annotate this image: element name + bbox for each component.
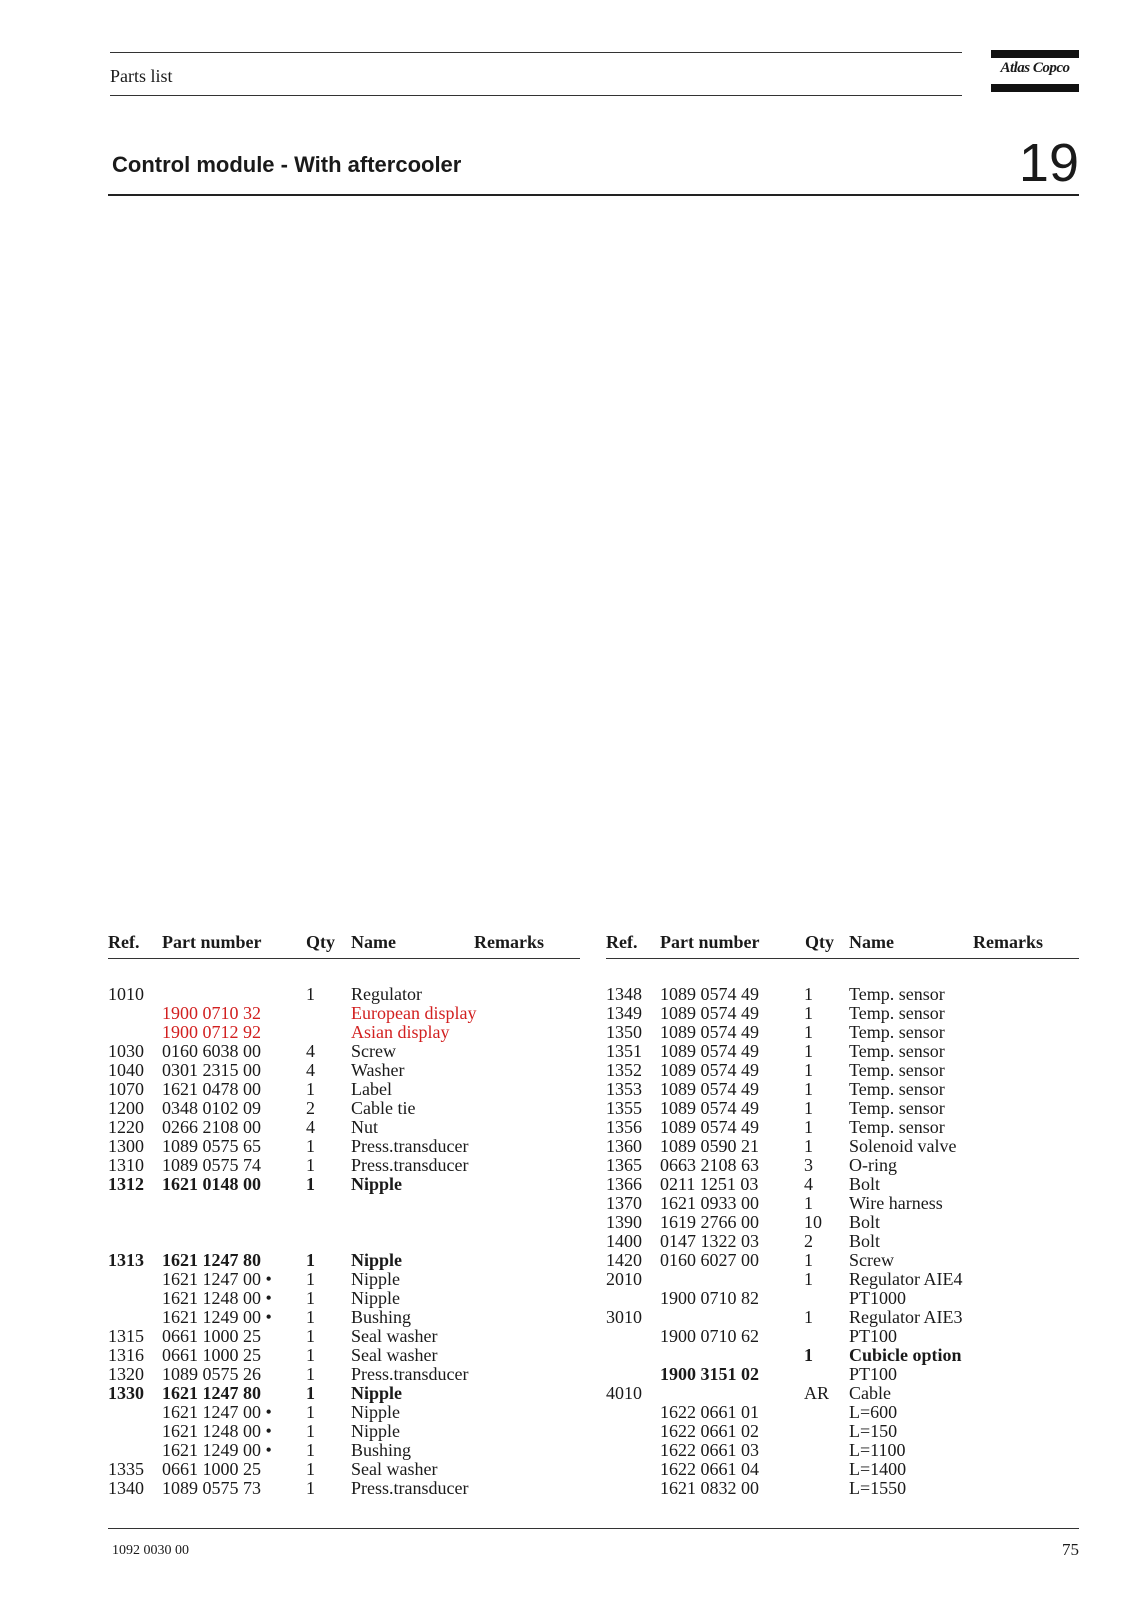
name-cell: European display <box>351 1003 477 1023</box>
table-row <box>108 1080 580 1099</box>
name-cell: Regulator <box>351 984 422 1004</box>
name-cell: PT100 <box>849 1364 898 1384</box>
part-number-cell: 1900 3151 02 <box>660 1364 759 1384</box>
table-row <box>108 1346 580 1365</box>
qty-cell: 1 <box>306 1174 315 1194</box>
qty-cell: 1 <box>804 984 813 1004</box>
qty-cell: 2 <box>306 1098 315 1118</box>
name-cell: Regulator AIE4 <box>849 1269 963 1289</box>
name-cell: L=1100 <box>849 1440 906 1460</box>
table-row <box>108 1232 580 1251</box>
table-row <box>606 985 1079 1004</box>
part-number-cell: 1089 0574 49 <box>660 1060 759 1080</box>
table-row <box>108 1194 580 1213</box>
table-row <box>606 1213 1079 1232</box>
part-number-cell: 1089 0574 49 <box>660 1041 759 1061</box>
qty-cell: 1 <box>804 1022 813 1042</box>
table-row <box>108 1460 580 1479</box>
table-row <box>606 1099 1079 1118</box>
ref-cell: 2010 <box>606 1269 642 1289</box>
name-cell: L=600 <box>849 1402 898 1422</box>
name-cell: Nipple <box>351 1421 400 1441</box>
ref-cell: 3010 <box>606 1307 642 1327</box>
table-header-rule <box>606 958 1079 959</box>
ref-cell: 1348 <box>606 984 642 1004</box>
ref-cell: 1310 <box>108 1155 144 1175</box>
ref-cell: 1315 <box>108 1326 144 1346</box>
part-number-cell: 1089 0575 74 <box>162 1155 261 1175</box>
header-label: Parts list <box>110 66 173 86</box>
name-cell: PT100 <box>849 1326 898 1346</box>
qty-cell: 1 <box>804 1003 813 1023</box>
ref-cell: 1320 <box>108 1364 144 1384</box>
ref-cell: 4010 <box>606 1383 642 1403</box>
qty-cell: 1 <box>306 1307 315 1327</box>
part-number-cell: 1089 0574 49 <box>660 1117 759 1137</box>
ref-cell: 1420 <box>606 1250 642 1270</box>
table-row <box>108 1061 580 1080</box>
name-cell: Cable tie <box>351 1098 416 1118</box>
part-number-cell: 1622 0661 01 <box>660 1402 759 1422</box>
name-cell: Press.transducer <box>351 1364 469 1384</box>
qty-cell: 1 <box>306 1478 315 1498</box>
part-number-cell: 1089 0574 49 <box>660 1022 759 1042</box>
table-row <box>606 1004 1079 1023</box>
part-number-cell: 1900 0712 92 <box>162 1022 261 1042</box>
qty-cell: 1 <box>804 1269 813 1289</box>
table-row <box>606 1232 1079 1251</box>
name-cell: Asian display <box>351 1022 450 1042</box>
table-row <box>606 1023 1079 1042</box>
table-row <box>108 1384 580 1403</box>
name-cell: Press.transducer <box>351 1478 469 1498</box>
table-row <box>606 1137 1079 1156</box>
name-cell: Temp. sensor <box>849 1098 945 1118</box>
qty-cell: 4 <box>306 1117 315 1137</box>
table-row <box>606 1080 1079 1099</box>
qty-cell: 1 <box>306 1383 315 1403</box>
qty-cell: 1 <box>804 1060 813 1080</box>
chapter-number: 19 <box>1018 133 1079 193</box>
ref-cell: 1366 <box>606 1174 642 1194</box>
name-cell: Nipple <box>351 1250 403 1270</box>
table-row <box>606 1270 1079 1289</box>
table-row <box>108 1308 580 1327</box>
part-number-cell: 0348 0102 09 <box>162 1098 261 1118</box>
part-number-cell: 1619 2766 00 <box>660 1212 759 1232</box>
name-cell: Solenoid valve <box>849 1136 957 1156</box>
name-cell: PT1000 <box>849 1288 907 1308</box>
qty-cell: 1 <box>804 1117 813 1137</box>
table-row <box>108 1327 580 1346</box>
name-cell: Temp. sensor <box>849 1022 945 1042</box>
name-cell: Temp. sensor <box>849 1117 945 1137</box>
table-row <box>108 1099 580 1118</box>
col-header-qty: Qty <box>805 932 834 952</box>
name-cell: Temp. sensor <box>849 1079 945 1099</box>
col-header-part-number: Part number <box>660 932 760 952</box>
part-number-cell: 0661 1000 25 <box>162 1459 261 1479</box>
qty-cell: 1 <box>804 1345 813 1365</box>
part-number-cell: 1089 0575 26 <box>162 1364 261 1384</box>
part-number-cell: 1089 0574 49 <box>660 1003 759 1023</box>
name-cell: L=1550 <box>849 1478 907 1498</box>
name-cell: Temp. sensor <box>849 1060 945 1080</box>
table-row <box>606 1479 1079 1498</box>
part-number-cell: 1621 1247 00 • <box>162 1269 272 1289</box>
ref-cell: 1352 <box>606 1060 642 1080</box>
qty-cell: 1 <box>306 1459 315 1479</box>
part-number-cell: 1089 0574 49 <box>660 1079 759 1099</box>
table-row <box>108 1365 580 1384</box>
qty-cell: 1 <box>804 1136 813 1156</box>
part-number-cell: 1621 0478 00 <box>162 1079 261 1099</box>
qty-cell: 1 <box>804 1250 813 1270</box>
name-cell: Label <box>351 1079 392 1099</box>
name-cell: Temp. sensor <box>849 1041 945 1061</box>
table-row <box>108 1118 580 1137</box>
name-cell: Nipple <box>351 1402 400 1422</box>
qty-cell: 1 <box>306 1079 315 1099</box>
name-cell: Bolt <box>849 1212 881 1232</box>
name-cell: Washer <box>351 1060 405 1080</box>
part-number-cell: 1621 1247 00 • <box>162 1402 272 1422</box>
table-row <box>606 1061 1079 1080</box>
part-number-cell: 1089 0575 73 <box>162 1478 261 1498</box>
table-row <box>108 1042 580 1061</box>
ref-cell: 1220 <box>108 1117 144 1137</box>
name-cell: Screw <box>351 1041 396 1061</box>
part-number-cell: 0266 2108 00 <box>162 1117 261 1137</box>
name-cell: Nipple <box>351 1174 403 1194</box>
qty-cell: 1 <box>306 1250 315 1270</box>
col-header-name: Name <box>849 932 894 952</box>
part-number-cell: 0160 6038 00 <box>162 1041 261 1061</box>
part-number-cell: 0147 1322 03 <box>660 1231 759 1251</box>
part-number-cell: 1621 1247 80 <box>162 1250 261 1270</box>
ref-cell: 1370 <box>606 1193 642 1213</box>
part-number-cell: 1622 0661 04 <box>660 1459 759 1479</box>
table-row <box>606 1403 1079 1422</box>
name-cell: Temp. sensor <box>849 984 945 1004</box>
table-row <box>606 1251 1079 1270</box>
part-number-cell: 0661 1000 25 <box>162 1326 261 1346</box>
table-row <box>606 1175 1079 1194</box>
qty-cell: 1 <box>306 1345 315 1365</box>
name-cell: Bolt <box>849 1231 881 1251</box>
col-header-qty: Qty <box>306 932 335 952</box>
name-cell: Bushing <box>351 1307 412 1327</box>
ref-cell: 1300 <box>108 1136 144 1156</box>
name-cell: Press.transducer <box>351 1155 469 1175</box>
qty-cell: 1 <box>306 1136 315 1156</box>
name-cell: Nut <box>351 1117 378 1137</box>
ref-cell: 1312 <box>108 1174 144 1194</box>
ref-cell: 1355 <box>606 1098 642 1118</box>
qty-cell: 10 <box>804 1212 822 1232</box>
part-number-cell: 1621 1249 00 • <box>162 1307 272 1327</box>
ref-cell: 1400 <box>606 1231 642 1251</box>
ref-cell: 1351 <box>606 1041 642 1061</box>
table-row <box>606 1194 1079 1213</box>
qty-cell: 1 <box>804 1307 813 1327</box>
part-number-cell: 1089 0590 21 <box>660 1136 759 1156</box>
table-row <box>606 1441 1079 1460</box>
table-row <box>606 1156 1079 1175</box>
table-row <box>108 1156 580 1175</box>
ref-cell: 1356 <box>606 1117 642 1137</box>
name-cell: Press.transducer <box>351 1136 469 1156</box>
qty-cell: 1 <box>306 1288 315 1308</box>
name-cell: Bolt <box>849 1174 881 1194</box>
table-row <box>108 1175 580 1194</box>
col-header-part-number: Part number <box>162 932 262 952</box>
part-number-cell: 1089 0575 65 <box>162 1136 261 1156</box>
name-cell: Seal washer <box>351 1345 438 1365</box>
ref-cell: 1313 <box>108 1250 144 1270</box>
name-cell: Seal washer <box>351 1459 438 1479</box>
name-cell: Temp. sensor <box>849 1003 945 1023</box>
part-number-cell: 0663 2108 63 <box>660 1155 759 1175</box>
part-number-cell: 1900 0710 62 <box>660 1326 759 1346</box>
qty-cell: 1 <box>804 1193 813 1213</box>
part-number-cell: 1621 1247 80 <box>162 1383 261 1403</box>
table-row <box>606 1308 1079 1327</box>
atlas-copco-logo <box>991 50 1079 92</box>
footer-rule <box>108 1528 1079 1529</box>
name-cell: Nipple <box>351 1269 400 1289</box>
header-rule-bottom <box>110 95 962 96</box>
table-row <box>606 1289 1079 1308</box>
part-number-cell: 0661 1000 25 <box>162 1345 261 1365</box>
page-number: 75 <box>1062 1540 1079 1559</box>
qty-cell: 4 <box>306 1060 315 1080</box>
table-row <box>606 1422 1079 1441</box>
table-row <box>108 1441 580 1460</box>
ref-cell: 1010 <box>108 984 144 1004</box>
col-header-ref: Ref. <box>108 932 140 952</box>
qty-cell: 1 <box>306 1155 315 1175</box>
part-number-cell: 1621 1248 00 • <box>162 1288 272 1308</box>
header-rule-top <box>110 52 962 53</box>
col-header-remarks: Remarks <box>973 932 1043 952</box>
ref-cell: 1030 <box>108 1041 144 1061</box>
part-number-cell: 1900 0710 32 <box>162 1003 261 1023</box>
table-row <box>108 1403 580 1422</box>
ref-cell: 1316 <box>108 1345 144 1365</box>
part-number-cell: 1621 1248 00 • <box>162 1421 272 1441</box>
name-cell: L=150 <box>849 1421 898 1441</box>
name-cell: Nipple <box>351 1383 403 1403</box>
name-cell: Cable <box>849 1383 891 1403</box>
part-number-cell: 1900 0710 82 <box>660 1288 759 1308</box>
qty-cell: 1 <box>306 1402 315 1422</box>
name-cell: Nipple <box>351 1288 400 1308</box>
table-row <box>606 1042 1079 1061</box>
ref-cell: 1349 <box>606 1003 642 1023</box>
brand-name: Atlas Copco <box>1000 60 1070 76</box>
qty-cell: 1 <box>804 1098 813 1118</box>
qty-cell: 1 <box>804 1041 813 1061</box>
name-cell: Screw <box>849 1250 894 1270</box>
parts-table-left <box>108 932 580 1502</box>
table-row <box>606 1384 1079 1403</box>
qty-cell: 1 <box>306 1269 315 1289</box>
name-cell: Wire harness <box>849 1193 943 1213</box>
ref-cell: 1390 <box>606 1212 642 1232</box>
parts-table-right <box>606 932 1079 1502</box>
qty-cell: 1 <box>306 1440 315 1460</box>
table-row <box>108 1270 580 1289</box>
page-title: Control module - With aftercooler <box>112 152 462 177</box>
ref-cell: 1365 <box>606 1155 642 1175</box>
part-number-cell: 1622 0661 03 <box>660 1440 759 1460</box>
ref-cell: 1360 <box>606 1136 642 1156</box>
name-cell: Regulator AIE3 <box>849 1307 963 1327</box>
col-header-ref: Ref. <box>606 932 638 952</box>
qty-cell: 1 <box>306 1326 315 1346</box>
name-cell: Seal washer <box>351 1326 438 1346</box>
table-header-rule <box>108 958 580 959</box>
title-rule <box>108 194 1079 196</box>
table-row <box>606 1118 1079 1137</box>
table-row <box>108 1289 580 1308</box>
ref-cell: 1335 <box>108 1459 144 1479</box>
qty-cell: 4 <box>804 1174 813 1194</box>
part-number-cell: 1089 0574 49 <box>660 1098 759 1118</box>
ref-cell: 1330 <box>108 1383 144 1403</box>
col-header-name: Name <box>351 932 396 952</box>
part-number-cell: 1621 0933 00 <box>660 1193 759 1213</box>
name-cell: L=1400 <box>849 1459 907 1479</box>
part-number-cell: 0211 1251 03 <box>660 1174 759 1194</box>
qty-cell: AR <box>804 1383 830 1403</box>
table-row <box>606 1346 1079 1365</box>
ref-cell: 1040 <box>108 1060 144 1080</box>
table-row <box>606 1327 1079 1346</box>
part-number-cell: 0301 2315 00 <box>162 1060 261 1080</box>
qty-cell: 4 <box>306 1041 315 1061</box>
table-row <box>606 1365 1079 1384</box>
ref-cell: 1070 <box>108 1079 144 1099</box>
table-row <box>108 1137 580 1156</box>
qty-cell: 1 <box>306 984 315 1004</box>
qty-cell: 3 <box>804 1155 813 1175</box>
ref-cell: 1200 <box>108 1098 144 1118</box>
ref-cell: 1350 <box>606 1022 642 1042</box>
table-row <box>108 1023 580 1042</box>
name-cell: O-ring <box>849 1155 897 1175</box>
table-row <box>108 1004 580 1023</box>
part-number-cell: 1621 0832 00 <box>660 1478 759 1498</box>
document-number: 1092 0030 00 <box>112 1543 189 1558</box>
col-header-remarks: Remarks <box>474 932 544 952</box>
qty-cell: 2 <box>804 1231 813 1251</box>
part-number-cell: 1622 0661 02 <box>660 1421 759 1441</box>
qty-cell: 1 <box>306 1364 315 1384</box>
qty-cell: 1 <box>804 1079 813 1099</box>
table-row <box>108 1479 580 1498</box>
qty-cell: 1 <box>306 1421 315 1441</box>
table-row <box>108 1422 580 1441</box>
ref-cell: 1340 <box>108 1478 144 1498</box>
part-number-cell: 0160 6027 00 <box>660 1250 759 1270</box>
name-cell: Cubicle option <box>849 1345 962 1365</box>
table-row <box>108 1213 580 1232</box>
name-cell: Bushing <box>351 1440 412 1460</box>
part-number-cell: 1621 1249 00 • <box>162 1440 272 1460</box>
table-row <box>108 985 580 1004</box>
table-row <box>108 1251 580 1270</box>
table-row <box>606 1460 1079 1479</box>
part-number-cell: 1089 0574 49 <box>660 984 759 1004</box>
part-number-cell: 1621 0148 00 <box>162 1174 261 1194</box>
ref-cell: 1353 <box>606 1079 642 1099</box>
